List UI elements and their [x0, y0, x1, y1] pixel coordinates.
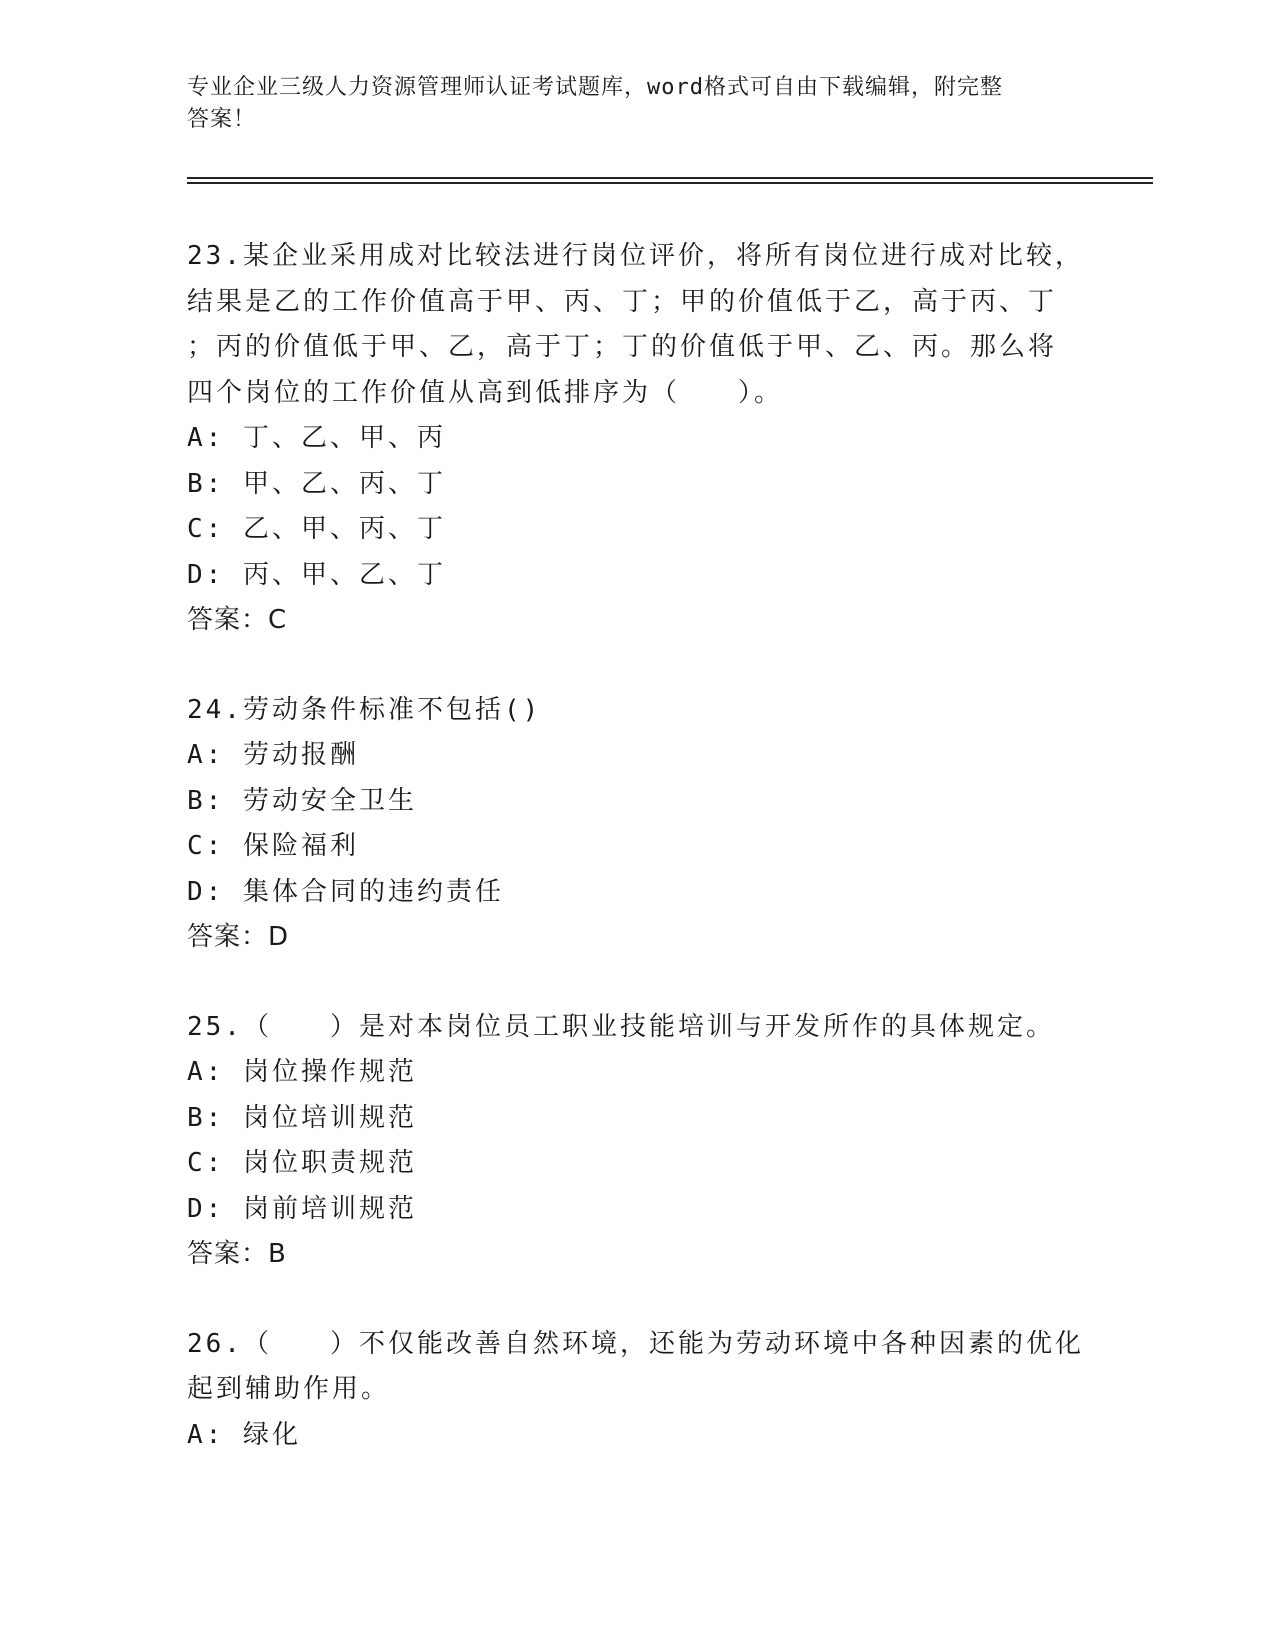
question-26	[187, 1322, 1087, 1459]
question-line: 25.（ ）是对本岗位员工职业技能培训与开发所作的具体规定。	[187, 1011, 1055, 1042]
question-25	[187, 1005, 1087, 1278]
question-text	[187, 1005, 1087, 1051]
header-divider-top	[187, 177, 1153, 179]
document-header	[187, 72, 1067, 136]
option-d: D: 集体合同的违约责任	[187, 876, 504, 907]
header-divider-bottom	[187, 182, 1153, 184]
answer: 答案：D	[187, 922, 290, 952]
header-line-1: 专业企业三级人力资源管理师认证考试题库，word格式可自由下载编辑，附完整	[187, 75, 1003, 100]
option-b: B: 甲、乙、丙、丁	[187, 468, 446, 499]
answer: 答案：B	[187, 1239, 287, 1269]
question-line: 24.劳动条件标准不包括()	[187, 694, 542, 725]
option-a: A: 绿化	[187, 1419, 301, 1450]
header-line-2: 答案！	[187, 107, 257, 132]
option-b: B: 劳动安全卫生	[187, 785, 417, 816]
option-c: C: 岗位职责规范	[187, 1148, 417, 1178]
question-23	[187, 234, 1087, 644]
question-text	[187, 688, 1087, 734]
question-line: 23.某企业采用成对比较法进行岗位评价，将所有岗位进行成对比较，	[187, 241, 1084, 271]
option-a: A: 劳动报酬	[187, 740, 359, 770]
option-a: A: 丁、乙、甲、丙	[187, 423, 446, 453]
option-c: C: 乙、甲、丙、丁	[187, 514, 446, 544]
question-line: ；丙的价值低于甲、乙，高于丁；丁的价值低于甲、乙、丙。那么将	[187, 332, 1058, 362]
answer: 答案：C	[187, 605, 288, 635]
option-a: A: 岗位操作规范	[187, 1057, 417, 1087]
question-line: 四个岗位的工作价值从高到低排序为（ ）。	[187, 377, 784, 408]
question-text	[187, 234, 1087, 416]
question-line: 结果是乙的工作价值高于甲、丙、丁；甲的价值低于乙，高于丙、丁	[187, 286, 1058, 317]
option-c: C: 保险福利	[187, 831, 359, 861]
question-text	[187, 1322, 1087, 1413]
option-d: D: 丙、甲、乙、丁	[187, 559, 446, 590]
option-b: B: 岗位培训规范	[187, 1102, 417, 1133]
option-d: D: 岗前培训规范	[187, 1193, 417, 1224]
question-line: 起到辅助作用。	[187, 1374, 391, 1404]
question-24	[187, 688, 1087, 961]
question-line: 26.（ ）不仅能改善自然环境，还能为劳动环境中各种因素的优化	[187, 1328, 1084, 1359]
question-list	[187, 234, 1087, 1458]
